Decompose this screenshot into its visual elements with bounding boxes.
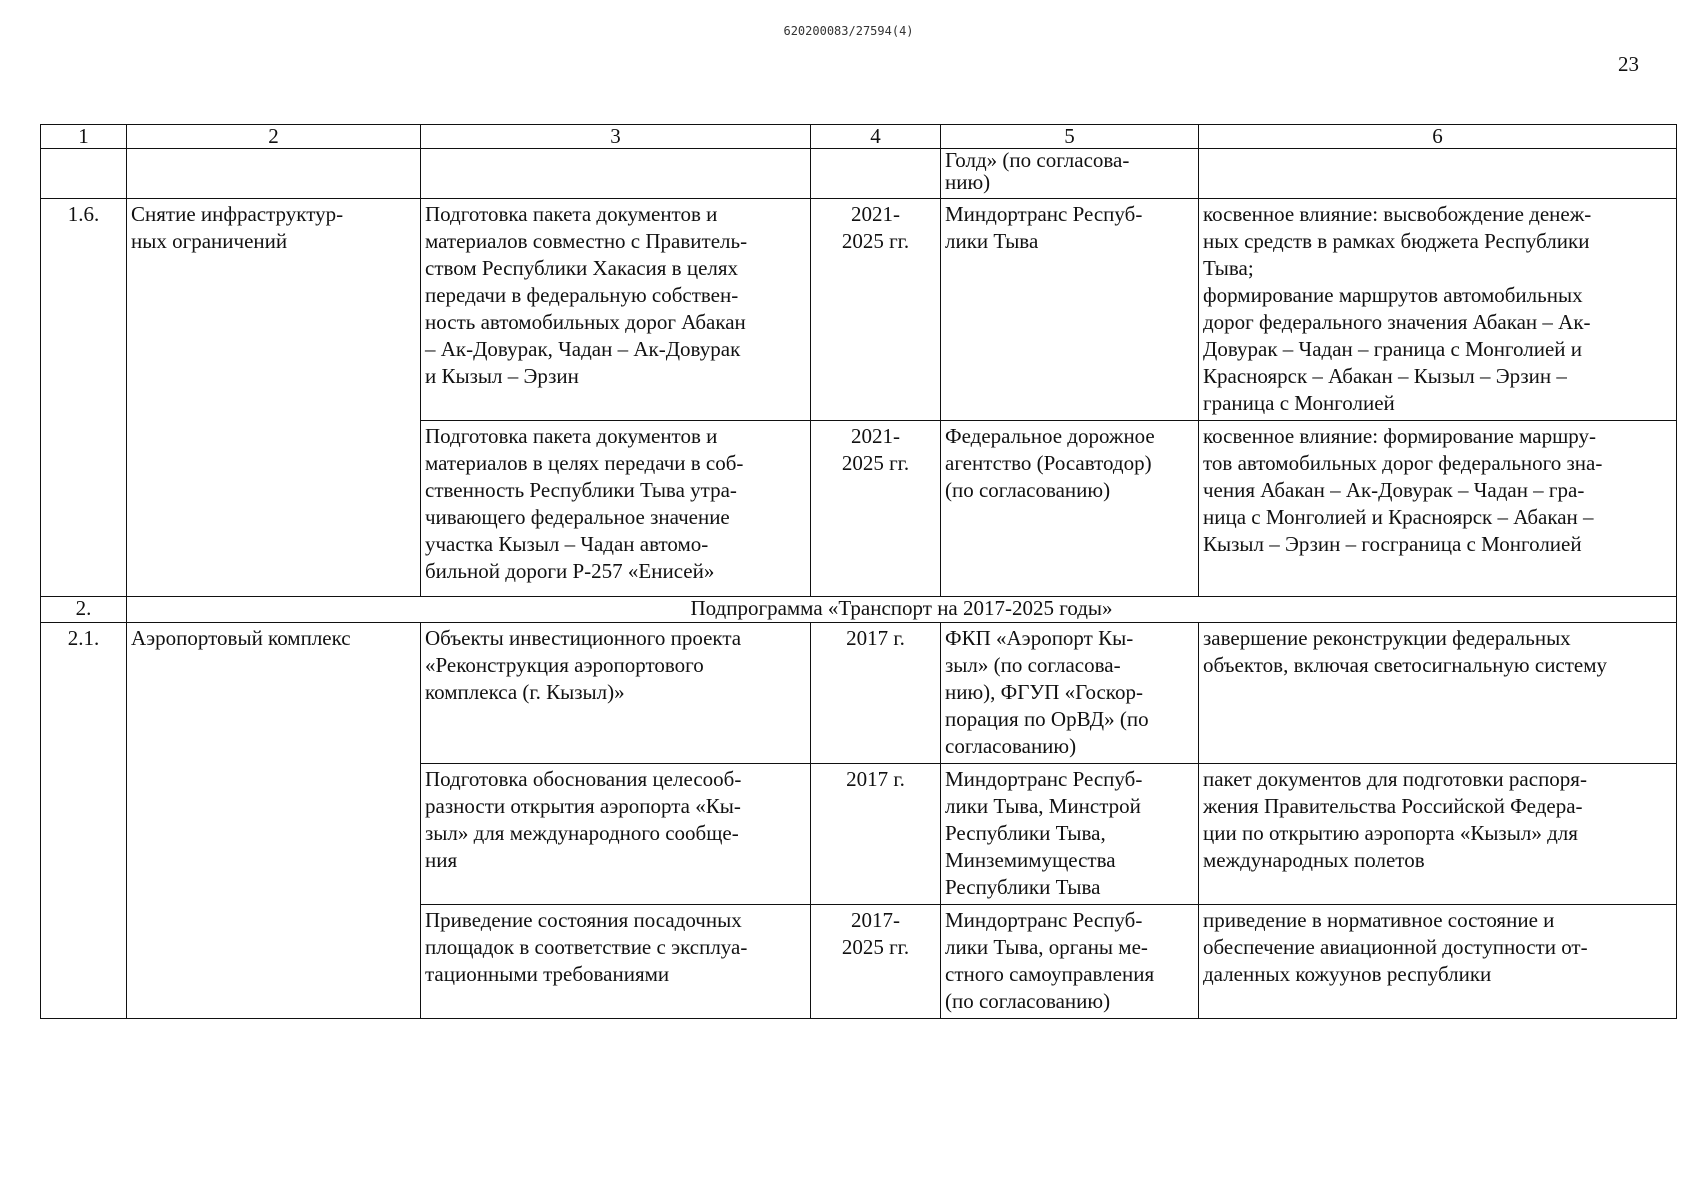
column-header: 5 (941, 125, 1199, 149)
action-cell: Приведение состояния посадочных площадок в соответствие с эксплуа- тационными требованиями (421, 905, 811, 1019)
subprogram-title: Подпрограмма «Транспорт на 2017-2025 годы» (127, 597, 1677, 623)
continued-row (41, 149, 1677, 199)
column-header: 1 (41, 125, 127, 149)
action-cell: Подготовка пакета документов и материалов совместно с Правитель- ством Республики Хакасия в целях передачи в федеральную собствен- ность автомобильных дорог Абакан – Ак-Довурак, Чадан – Ак-Довурак и Кызыл – Эрзин (421, 199, 811, 421)
result-cell: пакет документов для подготовки распоря- жения Правительства Российской Федера- ции по открытию аэропорта «Кызыл» для международных полетов (1199, 764, 1677, 905)
result-cell: косвенное влияние: высвобождение денеж- ных средств в рамках бюджета Республики Тыва; формирование маршрутов автомобильных дорог федерального значения Абакан – Ак- Довурак – Чадан – граница с Монголией и Красноярск – Абакан – Кызыл – Эрзин – граница с Монголией (1199, 199, 1677, 421)
document-stamp: 620200083/27594(4) (783, 24, 914, 38)
responsible-cell: Федеральное дорожное агентство (Росавтодор) (по согласованию) (941, 421, 1199, 597)
page-number: 23 (1618, 52, 1639, 76)
action-cell: Объекты инвестиционного проекта «Реконструкция аэропортового комплекса (г. Кызыл)» (421, 623, 811, 764)
column-header-row (41, 125, 1677, 149)
result-cell: приведение в нормативное состояние и обеспечение авиационной доступности от- даленных кожуунов республики (1199, 905, 1677, 1019)
term-cell: 2021- 2025 гг. (811, 421, 941, 597)
responsible-cell: ФКП «Аэропорт Кы- зыл» (по согласова- нию), ФГУП «Госкор- порация по ОрВД» (по согласованию) (941, 623, 1199, 764)
term-cell: 2017 г. (811, 764, 941, 905)
term-cell: 2021- 2025 гг. (811, 199, 941, 421)
table-row (41, 623, 1677, 764)
action-cell: Подготовка обоснования целесооб- разности открытия аэропорта «Кы- зыл» для международного сообще- ния (421, 764, 811, 905)
section-title: Снятие инфраструктур- ных ограничений (127, 199, 421, 597)
column-header: 2 (127, 125, 421, 149)
measures-table (40, 124, 1677, 1019)
row-number: 2. (41, 597, 127, 623)
action-cell: Подготовка пакета документов и материалов в целях передачи в соб- ственность Республики Тыва утра- чивающего федеральное значение участка Кызыл – Чадан автомо- бильной дороги Р-257 «Енисей» (421, 421, 811, 597)
responsible-cell: Миндортранс Респуб- лики Тыва (941, 199, 1199, 421)
section-title: Аэропортовый комплекс (127, 623, 421, 1019)
term-cell: 2017 г. (811, 623, 941, 764)
column-header: 6 (1199, 125, 1677, 149)
row-number: 1.6. (41, 199, 127, 597)
term-cell: 2017- 2025 гг. (811, 905, 941, 1019)
subprogram-row (41, 597, 1677, 623)
table-row (41, 199, 1677, 421)
responsible-cell: Миндортранс Респуб- лики Тыва, Минстрой Республики Тыва, Минземимущества Республики Тыва (941, 764, 1199, 905)
column-header: 3 (421, 125, 811, 149)
result-cell: косвенное влияние: формирование маршру- тов автомобильных дорог федерального зна- чения Абакан – Ак-Довурак – Чадан – гра- ница с Монголией и Красноярск – Абакан – Кызыл – Эрзин – госграница с Монголией (1199, 421, 1677, 597)
responsible-cell: Миндортранс Респуб- лики Тыва, органы ме- стного самоуправления (по согласованию) (941, 905, 1199, 1019)
row-number: 2.1. (41, 623, 127, 1019)
responsible-cell: Голд» (по согласова- нию) (941, 149, 1199, 199)
result-cell: завершение реконструкции федеральных объектов, включая светосигнальную систему (1199, 623, 1677, 764)
column-header: 4 (811, 125, 941, 149)
